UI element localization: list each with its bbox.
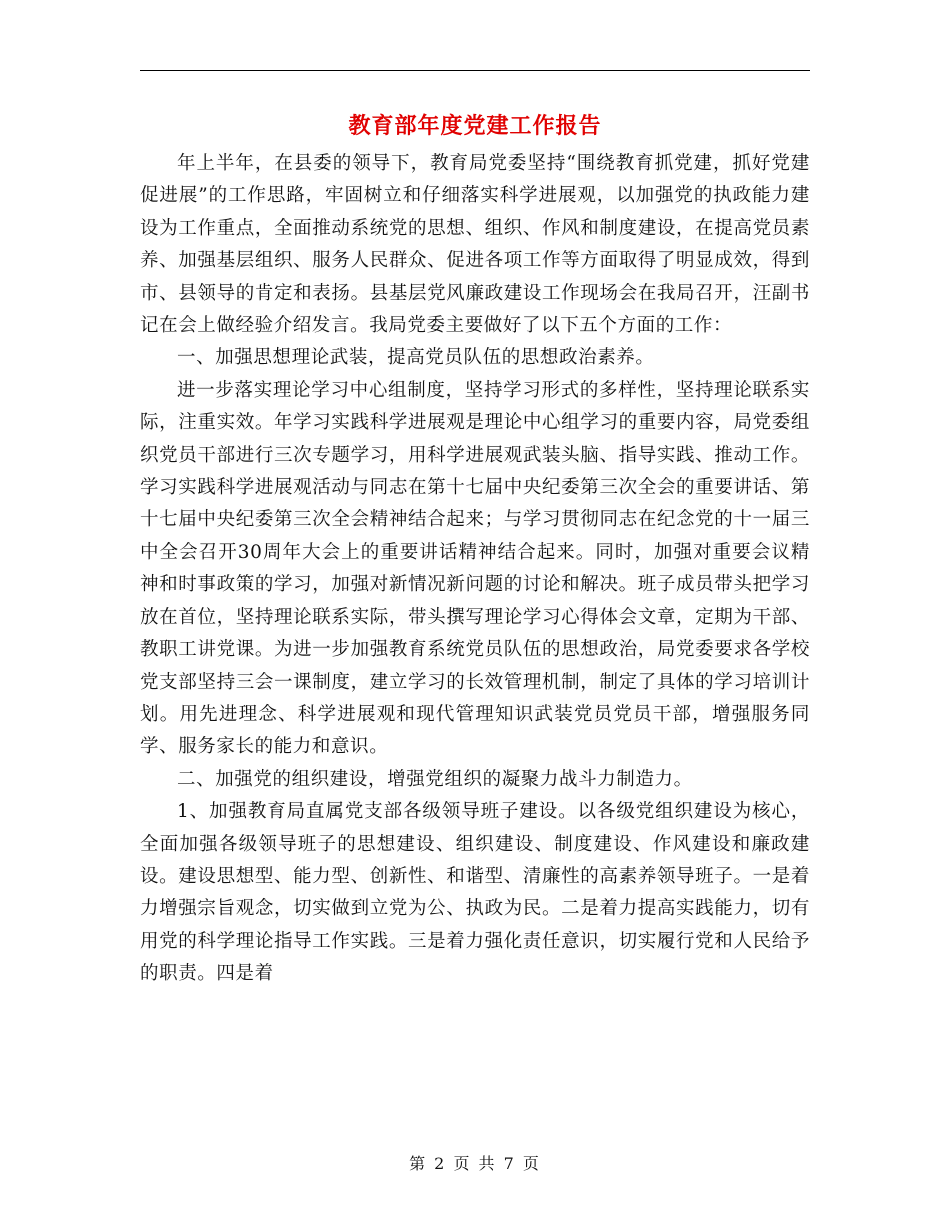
header-rule xyxy=(140,70,810,71)
body-paragraph: 进一步落实理论学习中心组制度，坚持学习形式的多样性，坚持理论联系实际，注重实效。年学习实践科学进展观是理论中心组学习的重要内容，局党委组织党员干部进行三次专题学习，用科学进展观武装头脑、指导实践、推动工作。学习实践科学进展观活动与同志在第十七届中央纪委第三次全会的重要讲话、第十七届中央纪委第三次全会精神结合起来；与学习贯彻同志在纪念党的十一届三中全会召开30周年大会上的重要讲话精神结合起来。同时，加强对重要会议精神和时事政策的学习，加强对新情况新问题的讨论和解决。班子成员带头把学习放在首位，坚持理论联系实际，带头撰写理论学习心得体会文章，定期为干部、教职工讲党课。为进一步加强教育系统党员队伍的思想政治，局党委要求各学校党支部坚持三会一课制度，建立学习的长效管理机制，制定了具体的学习培训计划。用先进理念、科学进展观和现代管理知识武装党员党员干部，增强服务同学、服务家长的能力和意识。 xyxy=(140,379,810,758)
section-heading-2: 二、加强党的组织建设，增强党组织的凝聚力战斗力制造力。 xyxy=(177,768,693,790)
page-number-footer: 第 2 页 共 7 页 xyxy=(409,1154,541,1173)
body-paragraph: 年上半年，在县委的领导下，教育局党委坚持“围绕教育抓党建，抓好党建促进展”的工作思路，牢固树立和仔细落实科学进展观，以加强党的执政能力建设为工作重点，全面推动系统党的思想、组织、作风和制度建设，在提高党员素养、加强基层组织、服务人民群众、促进各项工作等方面取得了明显成效，得到市、县领导的肯定和表扬。县基层党风廉政建设工作现场会在我局召开，汪副书记在会上做经验介绍发言。我局党委主要做好了以下五个方面的工作： xyxy=(140,153,810,337)
body-paragraph: 1、加强教育局直属党支部各级领导班子建设。以各级党组织建设为核心，全面加强各级领导班子的思想建设、组织建设、制度建设、作风建设和廉政建设。建设思想型、能力型、创新性、和谐型、清廉性的高素养领导班子。一是着力增强宗旨观念，切实做到立党为公、执政为民。二是着力提高实践能力，切有用党的科学理论指导工作实践。三是着力强化责任意识，切实履行党和人民给予的职责。四是着 xyxy=(140,801,810,985)
section-heading-1: 一、加强思想理论武装，提高党员队伍的思想政治素养。 xyxy=(177,347,655,369)
document-body xyxy=(140,148,810,991)
document-title: 教育部年度党建工作报告 xyxy=(348,113,602,139)
